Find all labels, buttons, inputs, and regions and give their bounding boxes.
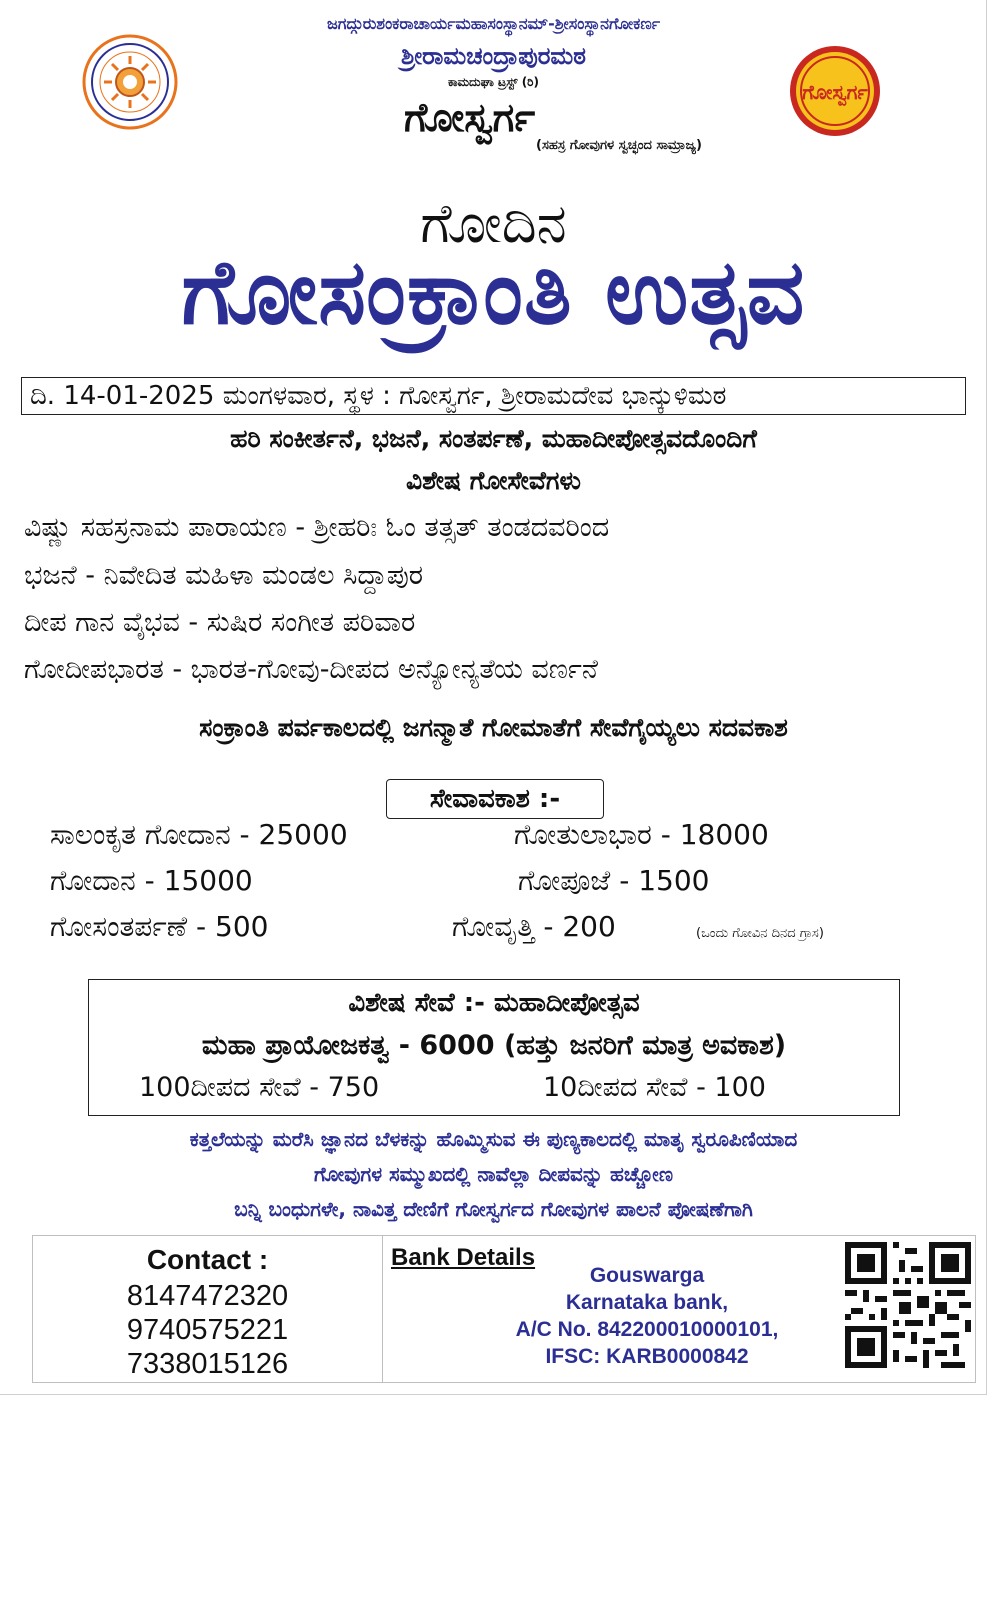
special-seva-box	[88, 979, 900, 1116]
contact-bank-footer	[32, 1235, 976, 1383]
qr-code-icon	[845, 1242, 971, 1368]
program-item: ಗೋದೀಪಭಾರತ - ಭಾರತ-ಗೋವು-ದೀಪದ ಅನ್ಯೋನ್ಯತೆಯ ವರ್ಣನೆ	[24, 654, 598, 685]
quote-line: ಕತ್ತಲೆಯನ್ನು ಮರೆಸಿ ಜ್ಞಾನದ ಬೆಳಕನ್ನು ಹೊಮ್ಮಿಸುವ ಈ ಪುಣ್ಯಕಾಲದಲ್ಲಿ ಮಾತೃ ಸ್ವರೂಪಿಣಿಯಾದ	[189, 1127, 798, 1151]
seva-item: ಸಾಲಂಕೃತ ಗೋದಾನ - 25000	[50, 818, 348, 851]
header-line-3: ಕಾಮದುಘಾ ಟ್ರಸ್ಟ್ (ರಿ)	[447, 75, 539, 89]
bank-ifsc: IFSC: KARB0000842	[545, 1345, 749, 1368]
brand-name: ಗೋಸ್ವರ್ಗ	[404, 95, 536, 141]
contact-phone: 7338015126	[126, 1348, 289, 1380]
seva-item: ಗೋದಾನ - 15000	[50, 864, 253, 897]
special-100-lamp: 100ದೀಪದ ಸೇವೆ - 750	[139, 1072, 380, 1103]
bank-details-title: Bank Details	[391, 1244, 536, 1271]
header-line-1: ಜಗದ್ಗುರುಶಂಕರಾಚಾರ್ಯಮಹಾಸಂಸ್ಥಾನಮ್-ಶ್ರೀಸಂಸ್ಥಾನಗೋಕರ್ಣ	[327, 14, 660, 33]
contact-title: Contact :	[146, 1244, 269, 1275]
header-line-2: ಶ್ರೀರಾಮಚಂದ್ರಾಪುರಮಠ	[401, 42, 586, 70]
program-item: ದೀಪ ಗಾನ ವೈಭವ - ಸುಷಿರ ಸಂಗೀತ ಪರಿವಾರ	[24, 607, 416, 638]
special-sponsorship: ಮಹಾ ಪ್ರಾಯೋಜಕತ್ವ - 6000 (ಹತ್ತು ಜನರಿಗೆ ಮಾತ್ರ ಅವಕಾಶ)	[201, 1030, 787, 1061]
seva-item: ಗೋವೃತ್ತಿ - 200	[452, 910, 616, 943]
brand-subtitle: (ಸಹಸ್ರ ಗೋವುಗಳ ಸ್ವಚ್ಛಂದ ಸಾಮ್ರಾಜ್ಯ)	[536, 138, 702, 153]
quote-line: ಗೋವುಗಳ ಸಮ್ಮುಖದಲ್ಲಿ ನಾವೆಲ್ಲಾ ದೀಪವನ್ನು ಹಚ್ಚೋಣ	[313, 1162, 674, 1186]
opportunity-line: ಸಂಕ್ರಾಂತಿ ಪರ್ವಕಾಲದಲ್ಲಿ ಜಗನ್ಮಾತೆ ಗೋಮಾತೆಗೆ ಸೇವೆಗೈಯ್ಯಲು ಸದವಕಾಶ	[199, 713, 788, 742]
special-heading: ವಿಶೇಷ ಸೇವೆ :- ಮಹಾದೀಪೋತ್ಸವ	[348, 988, 640, 1018]
program-item: ವಿಷ್ಣು ಸಹಸ್ರನಾಮ ಪಾರಾಯಣ - ಶ್ರೀಹರಿಃ ಓಂ ತತ್ಸತ್ ತಂಡದವರಿಂದ	[24, 512, 610, 543]
seva-item: ಗೋತುಲಾಭಾರ - 18000	[514, 818, 769, 851]
intro-line-2: ವಿಶೇಷ ಗೋಸೇವೆಗಳು	[406, 466, 581, 495]
bank-account-number: A/C No. 842200010000101,	[515, 1318, 779, 1341]
contact-phone: 8147472320	[126, 1280, 289, 1312]
intro-line-1: ಹರಿ ಸಂಕೀರ್ತನೆ, ಭಜನೆ, ಸಂತರ್ಪಣೆ, ಮಹಾದೀಪೋತ್ಸವದೊಂದಿಗೆ	[230, 424, 757, 453]
title-line-2: ಗೋಸಂಕ್ರಾಂತಿ ಉತ್ಸವ	[181, 240, 806, 345]
program-item: ಭಜನೆ - ನಿವೇದಿತ ಮಹಿಳಾ ಮಂಡಲ ಸಿದ್ದಾಪುರ	[24, 560, 424, 591]
right-logo-text: ಗೋಸ್ವರ್ಗ	[802, 80, 868, 104]
seva-heading: ಸೇವಾವಕಾಶ :-	[386, 779, 604, 819]
special-10-lamp: 10ದೀಪದ ಸೇವೆ - 100	[543, 1072, 766, 1103]
seva-note: (ಒಂದು ಗೋವಿನ ದಿನದ ಗ್ರಾಸ)	[696, 926, 824, 941]
title-line-1: ಗೋದಿನ	[420, 192, 567, 255]
quote-line: ಬನ್ನಿ ಬಂಧುಗಳೇ, ನಾವಿತ್ತ ದೇಣಿಗೆ ಗೋಸ್ವರ್ಗದ ಗೋವುಗಳ ಪಾಲನೆ ಪೋಷಣೆಗಾಗಿ	[234, 1197, 753, 1221]
date-venue-box: ದಿ. 14-01-2025 ಮಂಗಳವಾರ, ಸ್ಥಳ : ಗೋಸ್ವರ್ಗ, ಶ್ರೀರಾಮದೇವ ಭಾನ್ಕುಳಿಮಠ	[21, 377, 966, 415]
bank-account-name: Gouswarga	[589, 1264, 705, 1287]
footer-divider	[382, 1236, 383, 1382]
seva-item: ಗೋಪೂಜೆ - 1500	[518, 864, 710, 897]
bank-name: Karnataka bank,	[565, 1291, 729, 1314]
contact-phone: 9740575221	[126, 1314, 289, 1346]
seva-item: ಗೋಸಂತರ್ಪಣೆ - 500	[50, 910, 269, 943]
